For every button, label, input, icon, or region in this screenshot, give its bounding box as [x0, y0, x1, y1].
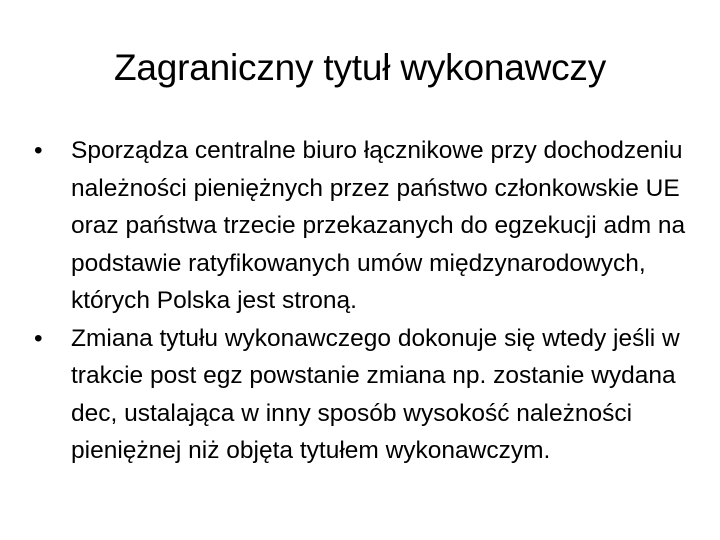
- bullet-item: [34, 132, 704, 320]
- bullet-dot-icon: •: [34, 324, 43, 352]
- bullet-text: Zmiana tytułu wykonawczego dokonuje się wtedy jeśli w trakcie post egz powstanie zmiana np. zostanie wydana dec, ustalająca w inny sposób wysokość należności pieniężnej niż objęta tytułem wykonawczym.: [71, 324, 680, 464]
- bullet-dot-icon: •: [34, 137, 43, 164]
- bullet-item: [34, 320, 704, 470]
- bullet-list: [34, 132, 704, 470]
- bullet-text: Sporządza centralne biuro łącznikowe przy dochodzeniu należności pieniężnych przez państwo członkowskie UE oraz państwa trzecie przekazanych do egzekucji adm na podstawie ratyfikowanych umów międzynarodowych, których Polska jest stroną.: [71, 137, 686, 314]
- slide-title: Zagraniczny tytuł wykonawczy: [113, 47, 607, 88]
